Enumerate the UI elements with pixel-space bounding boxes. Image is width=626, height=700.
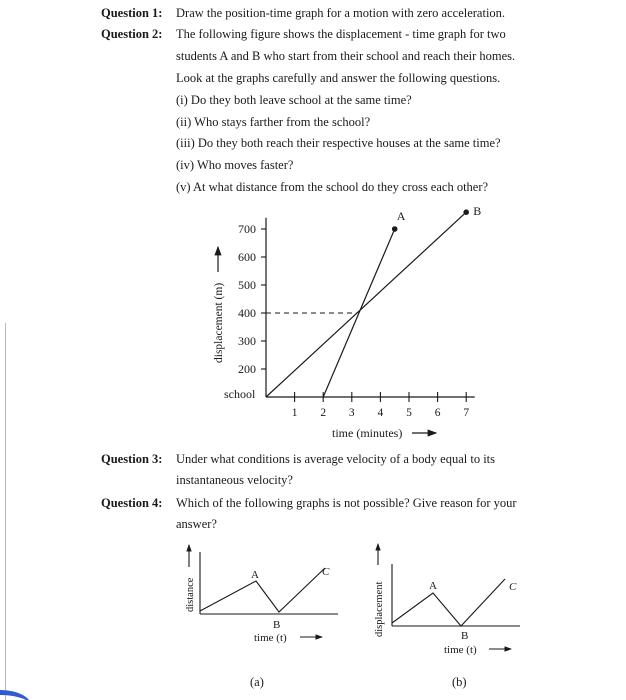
graph-a (185, 545, 338, 689)
question-4-label: Question 4: (101, 496, 163, 510)
y-tick-label: 500 (238, 278, 256, 292)
question-2-subquestion: (v) At what distance from the school do they cross each other? (176, 180, 489, 194)
graph-b-caption: (b) (452, 675, 467, 689)
question-3-line: instantaneous velocity? (176, 473, 293, 487)
series-a-label: A (396, 209, 406, 223)
y-axis-title: displacement (m) (213, 282, 225, 363)
question-2-subquestion: (ii) Who stays farther from the school? (176, 115, 371, 129)
graph-b-point-c: C (509, 581, 517, 593)
question-2-label: Question 2: (101, 27, 163, 41)
graph-a-curve (200, 568, 325, 612)
graph-b-point-b: B (461, 630, 469, 642)
question-2-subquestion: (iv) Who moves faster? (176, 158, 294, 172)
graph-b (374, 544, 520, 689)
question-1-text: Draw the position-time graph for a motion with zero acceleration. (176, 6, 506, 20)
x-tick-label: 3 (348, 407, 355, 419)
question-1-label: Question 1: (101, 6, 163, 20)
graph-a-point-b: B (273, 619, 281, 631)
y-tick-label: 300 (238, 334, 256, 348)
x-tick-label: 2 (320, 407, 327, 419)
x-tick-label: 4 (377, 407, 384, 419)
graph-b-curve (392, 579, 505, 626)
graph-a-point-c: C (322, 566, 330, 578)
question-4-line: answer? (176, 517, 217, 531)
x-axis-title: time (minutes) (332, 426, 403, 440)
question-2-line: students A and B who start from their school and reach their homes. (176, 49, 516, 63)
series-b-label: B (473, 204, 482, 219)
x-tick-label: 1 (291, 407, 298, 419)
y-tick-label: 700 (238, 222, 256, 236)
question-2-line: Look at the graphs carefully and answer the following questions. (176, 71, 501, 85)
question-2-line: The following figure shows the displacement - time graph for two (176, 27, 506, 41)
question-4-line: Which of the following graphs is not possible? Give reason for your (176, 496, 517, 510)
question-2-subquestion: (i) Do they both leave school at the same time? (176, 93, 412, 107)
graph-a-caption: (a) (250, 675, 264, 689)
question-3-label: Question 3: (101, 452, 163, 466)
graph-b-y-title: displacement (374, 581, 385, 637)
y-tick-label: 400 (238, 306, 256, 320)
graph-b-point-a: A (429, 580, 437, 592)
x-tick-label: 6 (434, 407, 441, 419)
x-tick-label: 5 (406, 407, 412, 419)
origin-label: school (224, 387, 256, 401)
y-tick-label: 600 (238, 250, 256, 264)
graph-a-y-title: distance (185, 577, 196, 612)
x-tick-label: 7 (463, 407, 470, 419)
question-3-line: Under what conditions is average velocity of a body equal to its (176, 452, 496, 466)
graph-a-point-a: A (251, 569, 259, 581)
graph-a-x-title: time (t) (254, 632, 287, 644)
question-2-subquestion: (iii) Do they both reach their respective houses at the same time? (176, 136, 501, 150)
y-tick-label: 200 (238, 362, 256, 376)
graph-b-x-title: time (t) (444, 644, 477, 656)
